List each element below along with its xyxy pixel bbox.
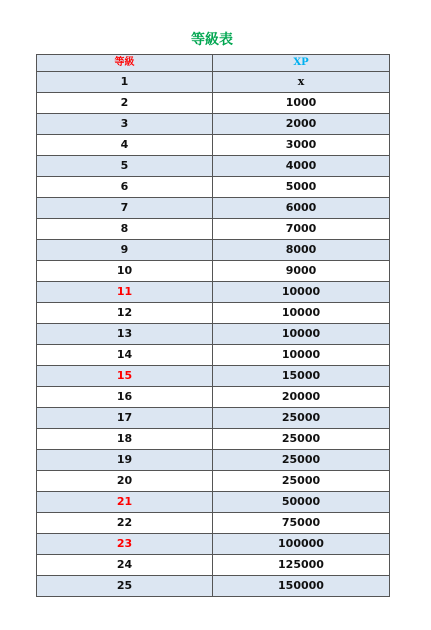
- table-row: [37, 471, 390, 492]
- table-body: [37, 72, 390, 597]
- level-cell: 4: [37, 135, 213, 156]
- level-cell: 25: [37, 576, 213, 597]
- level-cell: 5: [37, 156, 213, 177]
- table-row: [37, 366, 390, 387]
- table-row: [37, 135, 390, 156]
- column-header-xp: XP: [213, 55, 390, 72]
- xp-cell: 10000: [213, 303, 390, 324]
- xp-cell: 5000: [213, 177, 390, 198]
- xp-cell: 6000: [213, 198, 390, 219]
- table-row: [37, 93, 390, 114]
- xp-cell: 25000: [213, 408, 390, 429]
- level-cell: 23: [37, 534, 213, 555]
- level-cell: 8: [37, 219, 213, 240]
- level-cell: 14: [37, 345, 213, 366]
- xp-cell: 8000: [213, 240, 390, 261]
- xp-cell: x: [213, 72, 390, 93]
- level-cell: 22: [37, 513, 213, 534]
- page-title: 等級表: [191, 32, 233, 48]
- xp-cell: 2000: [213, 114, 390, 135]
- xp-cell: 3000: [213, 135, 390, 156]
- column-header-level: 等級: [37, 55, 213, 72]
- table-row: [37, 513, 390, 534]
- level-cell: 1: [37, 72, 213, 93]
- table-row: [37, 429, 390, 450]
- table-header: [37, 55, 390, 72]
- table-row: [37, 303, 390, 324]
- table-row: [37, 408, 390, 429]
- xp-cell: 100000: [213, 534, 390, 555]
- level-cell: 2: [37, 93, 213, 114]
- table-row: [37, 177, 390, 198]
- xp-cell: 10000: [213, 324, 390, 345]
- level-cell: 15: [37, 366, 213, 387]
- level-xp-table: [36, 54, 390, 597]
- xp-cell: 150000: [213, 576, 390, 597]
- table-row: [37, 324, 390, 345]
- level-cell: 9: [37, 240, 213, 261]
- level-cell: 12: [37, 303, 213, 324]
- xp-cell: 20000: [213, 387, 390, 408]
- level-cell: 11: [37, 282, 213, 303]
- level-cell: 10: [37, 261, 213, 282]
- level-cell: 6: [37, 177, 213, 198]
- table-row: [37, 534, 390, 555]
- xp-cell: 4000: [213, 156, 390, 177]
- xp-cell: 125000: [213, 555, 390, 576]
- table-row: [37, 114, 390, 135]
- table-row: [37, 240, 390, 261]
- level-cell: 19: [37, 450, 213, 471]
- level-cell: 16: [37, 387, 213, 408]
- table-row: [37, 450, 390, 471]
- table-row: [37, 492, 390, 513]
- table-row: [37, 555, 390, 576]
- table-row: [37, 72, 390, 93]
- xp-cell: 10000: [213, 345, 390, 366]
- table-row: [37, 576, 390, 597]
- xp-cell: 1000: [213, 93, 390, 114]
- table-row: [37, 387, 390, 408]
- table-row: [37, 198, 390, 219]
- table-row: [37, 261, 390, 282]
- level-cell: 13: [37, 324, 213, 345]
- level-cell: 20: [37, 471, 213, 492]
- level-cell: 3: [37, 114, 213, 135]
- xp-cell: 10000: [213, 282, 390, 303]
- level-cell: 17: [37, 408, 213, 429]
- level-cell: 24: [37, 555, 213, 576]
- table-row: [37, 219, 390, 240]
- xp-cell: 25000: [213, 429, 390, 450]
- level-cell: 21: [37, 492, 213, 513]
- level-cell: 7: [37, 198, 213, 219]
- table-row: [37, 156, 390, 177]
- xp-cell: 7000: [213, 219, 390, 240]
- xp-cell: 25000: [213, 450, 390, 471]
- header-row: [37, 55, 390, 72]
- xp-cell: 9000: [213, 261, 390, 282]
- xp-cell: 50000: [213, 492, 390, 513]
- level-cell: 18: [37, 429, 213, 450]
- xp-cell: 15000: [213, 366, 390, 387]
- xp-cell: 75000: [213, 513, 390, 534]
- xp-cell: 25000: [213, 471, 390, 492]
- table-row: [37, 282, 390, 303]
- table-row: [37, 345, 390, 366]
